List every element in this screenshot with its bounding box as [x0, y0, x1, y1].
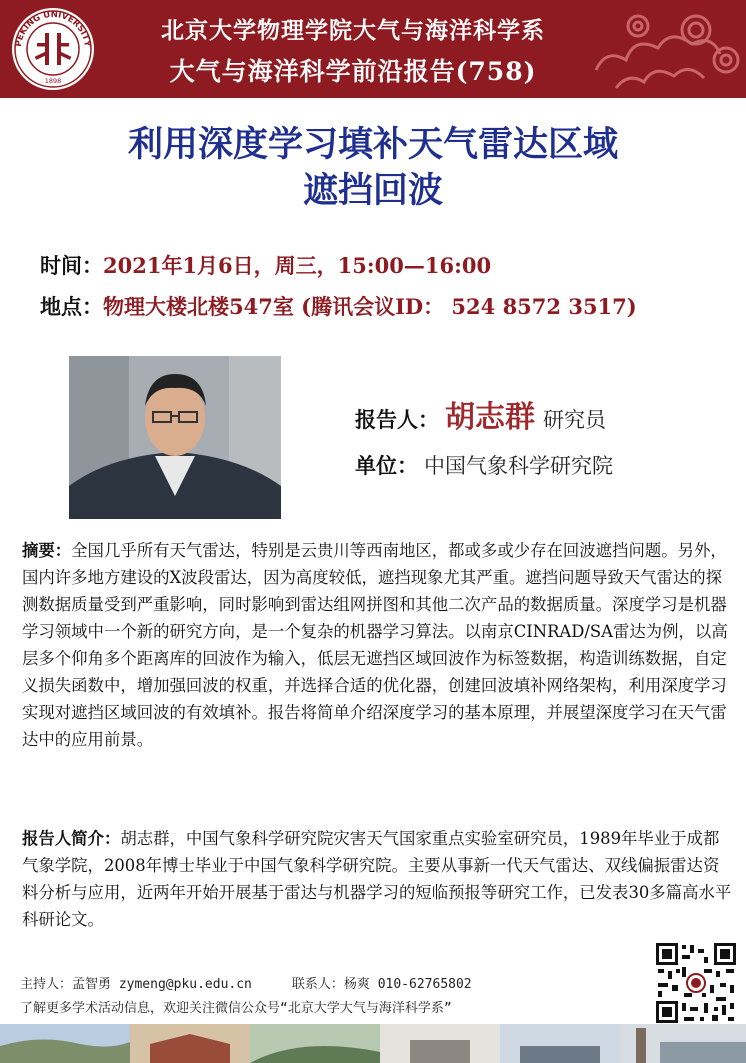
speaker-name: 胡志群 — [445, 400, 535, 435]
place-row — [40, 291, 637, 321]
bio-label: 报告人简介： — [22, 829, 121, 848]
unit-label: 单位： — [355, 454, 418, 478]
footer-contacts — [20, 973, 472, 992]
bio-text: 胡志群，中国气象科学研究院灾害天气国家重点实验室研究员，1989年毕业于成都气象学院，2008年博士毕业于中国气象科学研究院。主要从事新一代天气雷达、双线偏振雷达资料分析与应用，近两年开始开展基于雷达与机器学习的短临预报等研究工作，已发表30多篇高水平科研论文。 — [22, 829, 732, 929]
host-info: 主持人：孟智勇 zymeng@pku.edu.cn — [20, 977, 252, 992]
speaker-title: 研究员 — [543, 408, 606, 432]
time-row — [40, 250, 491, 280]
abstract-label: 摘要： — [22, 541, 72, 560]
talk-title-line2: 遮挡回波 — [302, 171, 443, 211]
peking-university-logo — [10, 6, 96, 92]
abstract-paragraph — [22, 537, 734, 753]
time-value: 2021年1月6日，周三，15:00—16:00 — [103, 253, 492, 278]
svg-text:PEKING UNIVERSITY: PEKING UNIVERSITY — [14, 9, 92, 48]
time-label: 时间： — [40, 254, 103, 278]
abstract-text: 全国几乎所有天气雷达，特别是云贵川等西南地区，都或多或少存在回波遮挡问题。另外，国内许多地方建设的X波段雷达，因为高度较低，遮挡现象尤其严重。遮挡问题导致天气雷达的探测数据质量受到严重影响，同时影响到雷达组网拼图和其他二次产品的数据质量。深度学习是机器学习领域中一个新的研究方向，是一个复杂的机器学习算法。以南京CINRAD/SA雷达为例，以高层多个仰角多个距离库的回波作为输入，低层无遮挡区域回波作为标签数据，构造训练数据，自定义损失函数中，增加强回波的权重，并选择合适的优化器，创建回波填补网络架构，利用深度学习实现对遮挡区域回波的有效填补。报告将简单介绍深度学习的基本原理，并展望深度学习在天气雷达中的应用前景。 — [22, 541, 728, 749]
wechat-notice: 了解更多学术活动信息，欢迎关注微信公众号“北京大学大气与海洋科学系” — [20, 1001, 452, 1016]
place-value: 物理大楼北楼547室 (腾讯会议ID： 524 8572 3517) — [103, 294, 637, 319]
talk-title — [0, 122, 746, 214]
wechat-qr-code — [654, 941, 738, 1025]
svg-text:1898: 1898 — [44, 77, 62, 85]
header-banner — [0, 0, 746, 98]
place-label: 地点： — [40, 295, 103, 319]
bio-paragraph — [22, 825, 734, 933]
department-name: 北京大学物理学院大气与海洋科学系 — [161, 17, 545, 44]
contact-info: 联系人：杨爽 010-62765802 — [291, 977, 472, 992]
series-title: 大气与海洋科学前沿报告(758) — [169, 57, 537, 86]
unit-value: 中国气象科学研究院 — [424, 454, 613, 478]
speaker-photo — [69, 356, 281, 519]
speaker-row — [355, 392, 606, 436]
auspicious-cloud-decoration — [576, 0, 746, 98]
speaker-label: 报告人： — [355, 408, 439, 432]
talk-title-line1: 利用深度学习填补天气雷达区域 — [127, 125, 618, 165]
unit-row — [355, 450, 613, 480]
campus-scenery-strip — [0, 1024, 746, 1063]
